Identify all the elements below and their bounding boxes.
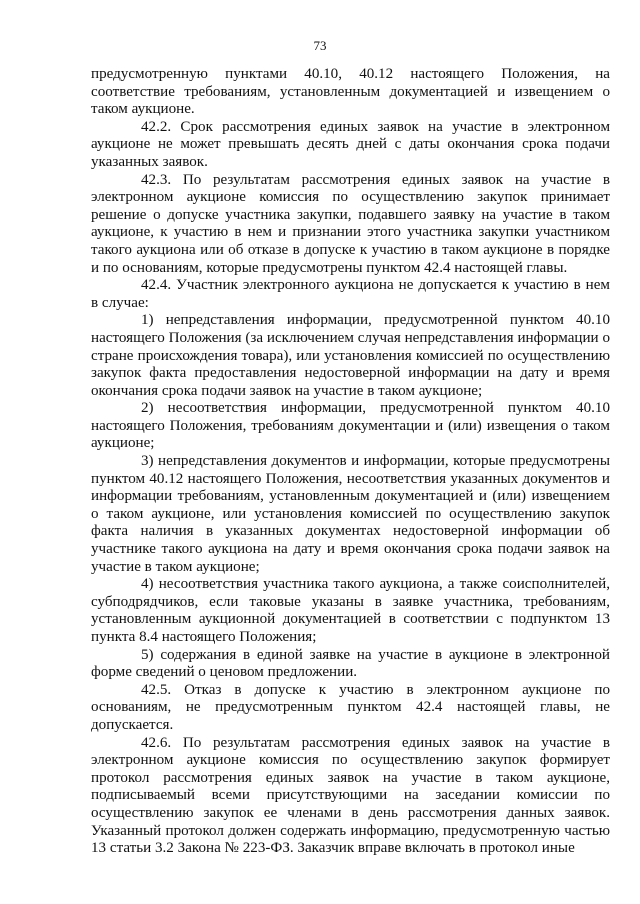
paragraph-42-4-item-4: 4) несоответствия участника такого аукциона, а также соисполнителей, субподрядчиков, если таковые указаны в заявке участника, требованиям, установленным аукционной документацией в соответствии с подпунктом 13 пункта 8.4 настоящего Положения;	[91, 576, 610, 645]
paragraph-continuation: предусмотренную пунктами 40.10, 40.12 настоящего Положения, на соответствие требованиям, установленным документацией и извещением о таком аукционе.	[91, 66, 610, 118]
paragraph-42-4-item-1: 1) непредставления информации, предусмотренной пунктом 40.10 настоящего Положения (за исключением случая непредставления информации о стране происхождения товара), или установления комиссией по осуществлению закупок факта предоставления недостоверной информации на дату и время окончания срока подачи заявок на участие в таком аукционе;	[91, 312, 610, 399]
paragraph-42-2: 42.2. Срок рассмотрения единых заявок на участие в электронном аукционе не может превышать десять дней с даты окончания срока подачи указанных заявок.	[91, 118, 610, 170]
paragraph-42-6: 42.6. По результатам рассмотрения единых заявок на участие в электронном аукционе комиссия по осуществлению закупок формирует протокол рассмотрения единых заявок на участие в таком аукционе, подписываемый всеми присутствующими на заседании комиссии по осуществлению закупок ее членами в день рассмотрения данных заявок. Указанный протокол должен содержать информацию, предусмотренную частью 13 статьи 3.2 Закона № 223-ФЗ. Заказчик вправе включать в протокол иные	[91, 734, 610, 857]
paragraph-42-4-item-2: 2) несоответствия информации, предусмотренной пунктом 40.10 настоящего Положения, требованиям документации и (или) извещения о таком аукционе;	[91, 400, 610, 452]
paragraph-42-4-item-5: 5) содержания в единой заявке на участие в аукционе в электронной форме сведений о ценовом предложении.	[91, 646, 610, 681]
paragraph-42-3: 42.3. По результатам рассмотрения единых заявок на участие в электронном аукционе комиссия по осуществлению закупок принимает решение о допуске участника закупки, подавшего заявку на участие в таком аукционе, к участию в нем и признании этого участника закупки участником такого аукциона или об отказе в допуске к участию в таком аукционе в порядке и по основаниям, которые предусмотрены пунктом 42.4 настоящей главы.	[91, 171, 610, 276]
paragraph-42-4: 42.4. Участник электронного аукциона не допускается к участию в нем в случае:	[91, 277, 610, 311]
body-text	[91, 66, 610, 858]
paragraph-42-5: 42.5. Отказ в допуске к участию в электронном аукционе по основаниям, не предусмотренным пунктом 42.4 настоящей главы, не допускается.	[91, 681, 610, 733]
page-number: 73	[313, 38, 327, 53]
paragraph-42-4-item-3: 3) непредставления документов и информации, которые предусмотрены пунктом 40.12 настоящего Положения, несоответствия указанных документов и информации требованиям, установленным документацией и (или) извещением о таком аукционе, или установления комиссией по осуществлению закупок факта наличия в указанных документах недостоверной информации об участнике такого аукциона на дату и время окончания срока подачи заявок на участие в таком аукционе;	[91, 453, 610, 575]
